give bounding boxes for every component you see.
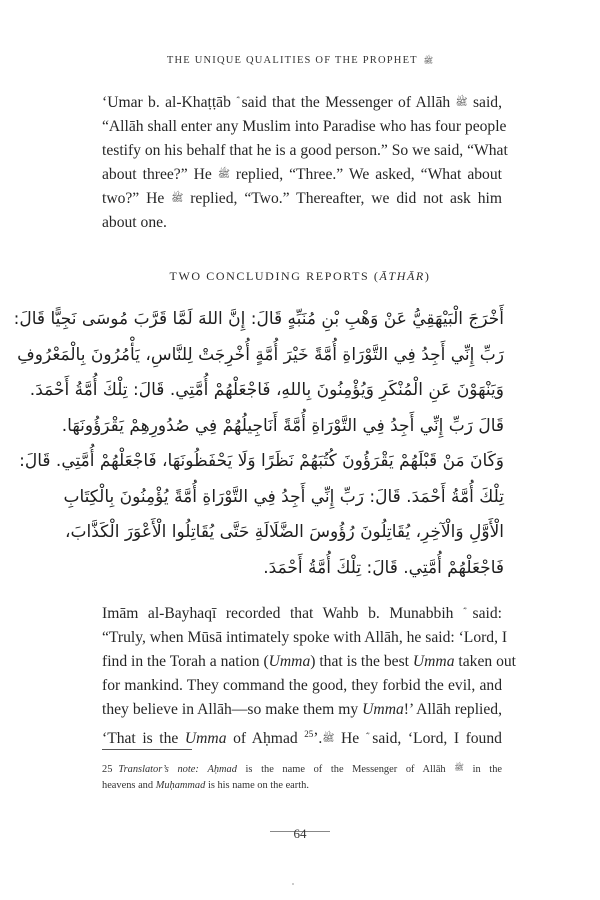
scan-speck bbox=[292, 883, 294, 885]
arabic-line: تِلْكَ أُمَّةُ أَحْمَدَ. قَالَ: رَبِّ إِنِّي أَجِدُ فِي التَّوْرَاةِ أُمَّةً يُؤْمِنُونَ بِالْكِتَابِ bbox=[63, 486, 504, 507]
italic-term: Umma bbox=[268, 653, 311, 670]
text-span: of Aḥmad bbox=[233, 730, 298, 748]
arabic-line: فَاجْعَلْهُمْ أُمَّتِي. قَالَ: تِلْكَ أُمَّةُ أَحْمَدَ. bbox=[263, 557, 504, 578]
honorific-mark: ﷺ bbox=[455, 97, 468, 108]
italic-term: Umma bbox=[362, 701, 404, 718]
text-span: Imām al-Bayhaqī recorded that Wahb b. Munabbih bbox=[102, 605, 454, 622]
text-span: in the bbox=[472, 764, 503, 775]
text-span: is the name of the Messenger of Allāh bbox=[245, 764, 446, 775]
italic-term: Muḥammad bbox=[155, 780, 206, 791]
text-line bbox=[102, 698, 502, 722]
text-line: “Truly, when Mūsā intimately spoke with Allāh, he said: ‘Lord, I bbox=[102, 629, 508, 646]
footnote-divider bbox=[102, 749, 192, 750]
honorific-mark: ﷺ bbox=[423, 56, 434, 65]
text-span: said, bbox=[472, 94, 502, 111]
text-line bbox=[102, 602, 502, 626]
text-line: “Allāh shall enter any Muslim into Paradise who has four people bbox=[102, 118, 507, 135]
text-span: ) that is the best bbox=[310, 653, 409, 670]
arabic-line: رَبِّ إِنِّي أَجِدُ فِي التَّوْرَاةِ أُمَّةً خَيْرَ أُمَّةٍ أُخْرِجَتْ لِلنَّاسِ، يَأْمُرُونَ بِالْمَعْرُوفِ bbox=[17, 344, 504, 365]
text-line bbox=[102, 187, 502, 211]
text-span: heavens and bbox=[102, 780, 154, 791]
footnote-number: 25 bbox=[102, 764, 113, 775]
arabic-line: وَيَنْهَوْنَ عَنِ الْمُنْكَرِ وَيُؤْمِنُونَ بِاللهِ، فَاجْعَلْهُمْ أُمَّتِي. قَالَ: تِلْكَ أُمَّةُ أَحْمَدَ. bbox=[29, 380, 504, 400]
hadith-paragraph bbox=[102, 91, 508, 235]
text-span: find in the Torah a nation ( bbox=[102, 653, 269, 670]
text-span: taken out bbox=[458, 653, 516, 670]
text-line: testify on his behalf that he is a good person.” So we said, “What bbox=[102, 142, 508, 159]
footnote bbox=[102, 760, 502, 794]
text-line bbox=[102, 163, 502, 187]
text-span: said that the Messenger of Allāh bbox=[241, 94, 451, 111]
text-span: He bbox=[340, 730, 360, 748]
text-span: they believe in Allāh—so make them my bbox=[102, 701, 359, 718]
footnote-ref[interactable]: 25 bbox=[304, 729, 314, 739]
text-span: ‘That is the bbox=[102, 730, 179, 748]
running-head bbox=[0, 55, 600, 67]
text-span: about three?” He bbox=[102, 166, 212, 183]
heading-term: ĀTHĀR bbox=[379, 269, 425, 283]
honorific-mark: ﷺ bbox=[322, 733, 335, 745]
italic-term: Umma bbox=[412, 653, 455, 670]
arabic-line: أَخْرَجَ الْبَيْهَقِيُّ عَنْ وَهْبِ بْنِ مُنَبِّهٍ قَالَ: إِنَّ اللهَ لَمَّا قَرَّبَ مُوسَى نَجِيًّا قَالَ: bbox=[13, 309, 504, 329]
honorific-mark: ﷺ bbox=[454, 763, 464, 772]
section-heading bbox=[0, 269, 600, 284]
text-span: said: bbox=[472, 605, 502, 622]
text-span: ‘Umar b. al-Khaṭṭāb bbox=[102, 94, 231, 111]
running-head-text: THE UNIQUE QUALITIES OF THE PROPHET bbox=[166, 55, 418, 66]
text-line bbox=[102, 91, 502, 115]
text-span: is his name on the earth. bbox=[207, 780, 309, 791]
text-line: for mankind. They command the good, they forbid the evil, and bbox=[102, 677, 502, 694]
honorific-mark: ﷺ bbox=[217, 169, 230, 180]
italic-term: Umma bbox=[184, 730, 227, 748]
italic-term: Aḥmad bbox=[207, 764, 237, 775]
arabic-line: قَالَ رَبِّ إِنِّي أَجِدُ فِي التَّوْرَاةِ أُمَّةً أَنَاجِيلُهُمْ فِي صُدُورِهِمْ يَقْرَؤُونَهَا. bbox=[61, 415, 504, 436]
translation-paragraph bbox=[102, 602, 516, 751]
text-span: two?” He bbox=[102, 190, 165, 207]
footnote-line bbox=[102, 778, 502, 794]
heading-close: ) bbox=[424, 269, 431, 283]
text-span: !’ Allāh replied, bbox=[403, 701, 502, 718]
honorific-mark: ﷺ bbox=[171, 193, 184, 204]
heading-text: TWO CONCLUDING REPORTS ( bbox=[169, 269, 380, 283]
text-span: said, ‘Lord, I found bbox=[372, 730, 502, 748]
text-line bbox=[102, 722, 502, 751]
text-span: replied, “Three.” We asked, “What about bbox=[235, 166, 502, 183]
text-line bbox=[102, 650, 516, 674]
footnote-line bbox=[102, 760, 502, 778]
arabic-line: وَكَانَ مَنْ قَبْلَهُمْ يَقْرَؤُونَ كُتُبَهُمْ نَظَرًا وَلَا يَحْفَظُونَهَا، فَاجْعَلْهُمْ أُمَّتِي. قَالَ: bbox=[19, 451, 504, 471]
text-line: about one. bbox=[102, 214, 167, 231]
text-span: replied, “Two.” Thereafter, we did not ask him bbox=[190, 190, 502, 207]
footnote-label: Translator’s note: bbox=[118, 764, 199, 775]
page-number: 64 bbox=[293, 826, 307, 841]
arabic-line: الْأَوَّلِ وَالْآخِرِ، يُقَاتِلُونَ رُؤُوسَ الضَّلَالَةِ حَتَّى يُقَاتِلُوا الْأَعْوَرَ الْكَذَّابَ، bbox=[65, 522, 504, 542]
arabic-text-block bbox=[13, 302, 504, 586]
text-span: .’ bbox=[313, 730, 323, 748]
